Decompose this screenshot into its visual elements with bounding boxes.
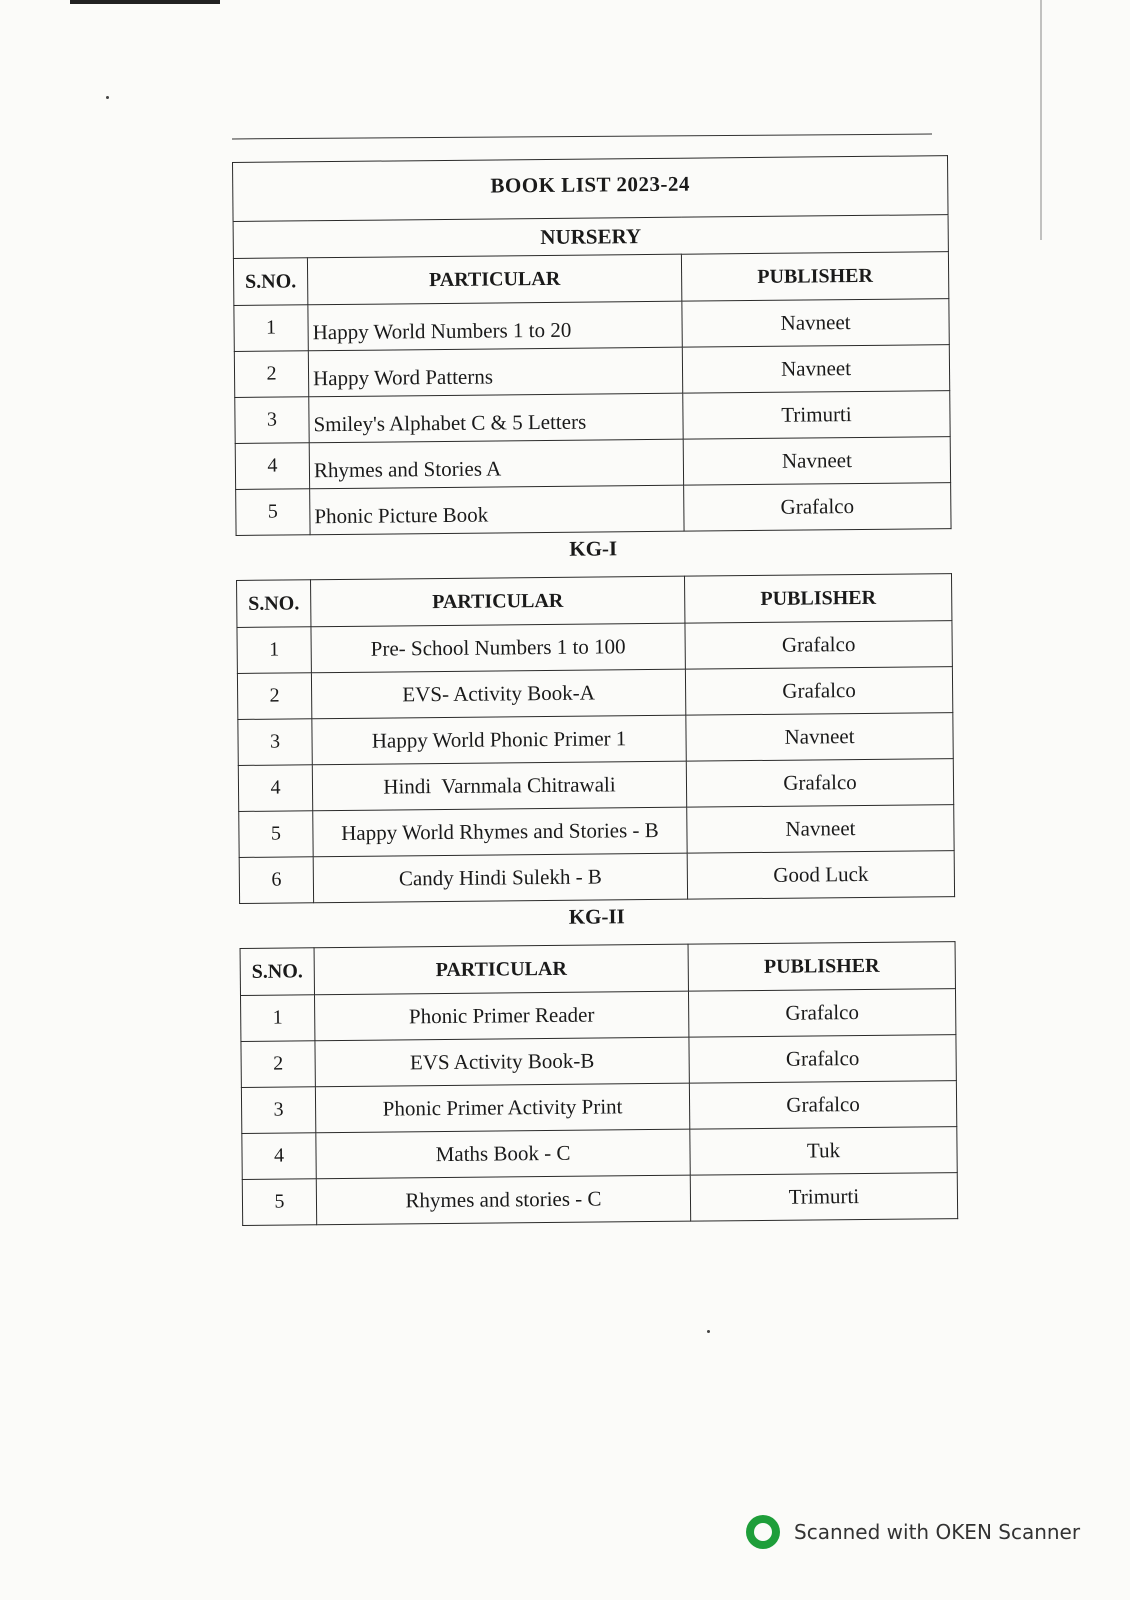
table-row xyxy=(241,1081,956,1134)
cell-particular: Happy World Rhymes and Stories - B xyxy=(313,807,687,857)
table-row xyxy=(235,437,950,490)
cell-publisher: Trimurti xyxy=(683,391,950,440)
table-row xyxy=(238,759,953,812)
column-header-sno: S.NO. xyxy=(237,580,311,628)
table-row xyxy=(236,483,951,536)
cell-publisher: Navneet xyxy=(682,345,949,394)
column-header-row xyxy=(237,574,952,628)
cell-sno: 2 xyxy=(237,673,311,720)
cell-particular: Happy World Numbers 1 to 20 xyxy=(308,301,682,351)
cell-sno: 3 xyxy=(235,397,309,444)
cell-sno: 5 xyxy=(236,489,310,536)
table-row xyxy=(241,1035,956,1088)
table-row xyxy=(234,345,949,398)
column-header-row xyxy=(233,252,948,306)
cell-particular: Hindi Varnmala Chitrawali xyxy=(312,761,686,811)
cell-publisher: Tuk xyxy=(690,1127,957,1176)
table-row xyxy=(241,989,956,1042)
table-row xyxy=(237,667,952,720)
cell-particular: Rhymes and Stories A xyxy=(309,439,683,489)
cell-particular: Rhymes and stories - C xyxy=(316,1175,690,1225)
column-header-sno: S.NO. xyxy=(240,948,314,996)
cell-particular: Maths Book - C xyxy=(316,1129,690,1179)
cell-publisher: Grafalco xyxy=(689,1081,956,1130)
cell-publisher: Grafalco xyxy=(684,483,951,532)
cell-sno: 1 xyxy=(234,305,308,352)
top-rule-line xyxy=(232,134,932,140)
cell-publisher: Grafalco xyxy=(685,621,952,670)
cell-sno: 1 xyxy=(237,627,311,674)
cell-particular: Phonic Primer Reader xyxy=(314,991,688,1041)
scan-edge xyxy=(1040,0,1042,240)
scanner-watermark xyxy=(746,1514,1080,1550)
cell-particular: Happy Word Patterns xyxy=(308,347,682,397)
column-header-particular: PARTICULAR xyxy=(311,576,685,627)
cell-particular: EVS- Activity Book-A xyxy=(311,669,685,719)
cell-particular: Candy Hindi Sulekh - B xyxy=(313,853,687,903)
table-row xyxy=(237,621,952,674)
cell-sno: 5 xyxy=(239,811,313,858)
cell-sno: 5 xyxy=(242,1179,316,1226)
table-row xyxy=(235,391,950,444)
cell-particular: Pre- School Numbers 1 to 100 xyxy=(311,623,685,673)
cell-publisher: Navneet xyxy=(687,805,954,854)
scan-speck xyxy=(106,96,109,99)
column-header-row xyxy=(240,942,955,996)
scan-shadow xyxy=(70,0,220,4)
section-heading-kg1: KG-I xyxy=(569,536,618,561)
cell-publisher: Grafalco xyxy=(689,1035,956,1084)
cell-particular: Happy World Phonic Primer 1 xyxy=(312,715,686,765)
book-list-sheet xyxy=(232,155,957,1226)
column-header-particular: PARTICULAR xyxy=(314,944,688,995)
table-row xyxy=(234,299,949,352)
cell-sno: 1 xyxy=(241,995,315,1042)
cell-particular: Phonic Picture Book xyxy=(310,485,684,535)
cell-publisher: Grafalco xyxy=(688,989,955,1038)
watermark-text: Scanned with OKEN Scanner xyxy=(794,1520,1081,1544)
cell-particular: Phonic Primer Activity Print xyxy=(315,1083,689,1133)
cell-sno: 6 xyxy=(239,857,313,904)
column-header-publisher: PUBLISHER xyxy=(688,942,955,992)
column-header-publisher: PUBLISHER xyxy=(681,252,948,302)
cell-sno: 2 xyxy=(234,351,308,398)
cell-particular: Smiley's Alphabet C & 5 Letters xyxy=(309,393,683,443)
cell-sno: 3 xyxy=(238,719,312,766)
cell-publisher: Grafalco xyxy=(685,667,952,716)
section-heading-nursery: NURSERY xyxy=(233,215,948,259)
cell-sno: 4 xyxy=(235,443,309,490)
table-row xyxy=(242,1127,957,1180)
cell-publisher: Navneet xyxy=(686,713,953,762)
cell-publisher: Good Luck xyxy=(687,851,954,900)
column-header-particular: PARTICULAR xyxy=(307,254,681,305)
cell-publisher: Trimurti xyxy=(690,1173,957,1222)
nursery-table xyxy=(232,155,952,536)
table-row xyxy=(239,851,954,904)
cell-publisher: Grafalco xyxy=(686,759,953,808)
column-header-sno: S.NO. xyxy=(233,258,307,306)
title-row xyxy=(233,156,949,222)
cell-sno: 4 xyxy=(242,1133,316,1180)
kg1-table xyxy=(236,573,955,904)
cell-publisher: Navneet xyxy=(683,437,950,486)
kg2-table xyxy=(240,941,959,1226)
column-header-publisher: PUBLISHER xyxy=(684,574,951,624)
document-title: BOOK LIST 2023-24 xyxy=(233,156,949,222)
table-row xyxy=(238,713,953,766)
oken-scanner-logo-icon xyxy=(746,1515,780,1549)
cell-sno: 4 xyxy=(238,765,312,812)
cell-sno: 3 xyxy=(241,1087,315,1134)
cell-particular: EVS Activity Book-B xyxy=(315,1037,689,1087)
scan-speck xyxy=(707,1330,710,1333)
cell-sno: 2 xyxy=(241,1041,315,1088)
table-row xyxy=(242,1173,957,1226)
section-heading-kg2: KG-II xyxy=(568,904,625,929)
cell-publisher: Navneet xyxy=(682,299,949,348)
table-row xyxy=(239,805,954,858)
